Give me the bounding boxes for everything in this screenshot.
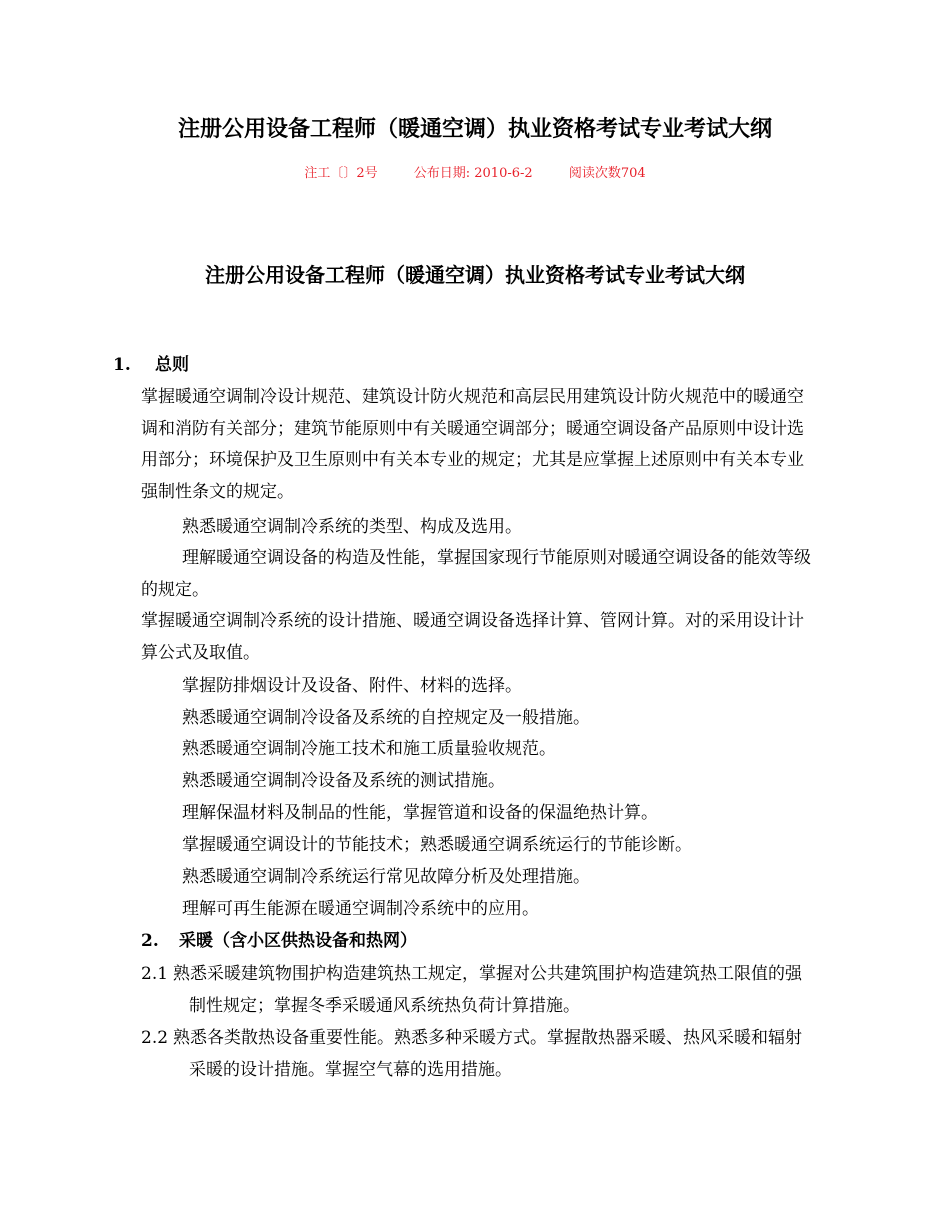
section-1-paragraph: 理解暖通空调设备的构造及性能，掌握国家现行节能原则对暖通空调设备的能效等级的规定。 xyxy=(141,548,811,600)
item-number: 2.2 xyxy=(141,1028,169,1048)
section-1-paragraph: 熟悉暖通空调制冷设备及系统的测试措施。 xyxy=(182,771,505,791)
section-1-paragraph: 理解保温材料及制品的性能，掌握管道和设备的保温绝热计算。 xyxy=(182,803,658,823)
item-number: 2.1 xyxy=(141,964,169,984)
section-1-title: 总则 xyxy=(155,355,189,375)
section-1-paragraph: 熟悉暖通空调制冷设备及系统的自控规定及一般措施。 xyxy=(182,708,590,728)
section-2-title: 采暖（含小区供热设备和热网） xyxy=(179,931,417,951)
item-text: 熟悉各类散热设备重要性能。熟悉多种采暖方式。掌握散热器采暖、热风采暖和辐射采暖的设计措施。掌握空气幕的选用措施。 xyxy=(173,1028,802,1080)
document-subtitle: 注册公用设备工程师（暖通空调）执业资格考试专业考试大纲 xyxy=(205,263,745,287)
publish-date: 公布日期: 2010-6-2 xyxy=(413,166,533,181)
section-1-paragraph: 熟悉暖通空调制冷系统运行常见故障分析及处理措施。 xyxy=(182,867,590,887)
section-2-number: 2. xyxy=(141,931,159,951)
section-2-heading xyxy=(141,926,417,957)
read-count: 阅读次数704 xyxy=(568,166,646,181)
section-1-number: 1. xyxy=(113,355,131,375)
section-1-paragraph: 掌握暖通空调制冷系统的设计措施、暖通空调设备选择计算、管网计算。对的采用设计计算公式及取值。 xyxy=(141,611,804,663)
section-1-paragraph: 理解可再生能源在暖通空调制冷系统中的应用。 xyxy=(182,899,539,919)
section-1-paragraph: 掌握暖通空调设计的节能技术；熟悉暖通空调系统运行的节能诊断。 xyxy=(182,835,692,855)
section-1-paragraph: 掌握暖通空调制冷设计规范、建筑设计防火规范和高层民用建筑设计防火规范中的暖通空调和消防有关部分；建筑节能原则中有关暖通空调部分；暖通空调设备产品原则中设计选用部分；环境保护及卫生原则中有关本专业的规定；尤其是应掌握上述原则中有关本专业强制性条文的规定。 xyxy=(141,387,804,502)
doc-number: 注工〔〕2号 xyxy=(304,166,378,181)
item-text: 熟悉采暖建筑物围护构造建筑热工规定，掌握对公共建筑围护构造建筑热工限值的强制性规定；掌握冬季采暖通风系统热负荷计算措施。 xyxy=(173,964,802,1016)
section-1-paragraph: 熟悉暖通空调制冷施工技术和施工质量验收规范。 xyxy=(182,739,556,759)
section-1-heading xyxy=(113,350,189,381)
section-1-paragraph: 掌握防排烟设计及设备、附件、材料的选择。 xyxy=(182,676,522,696)
section-2-item xyxy=(141,959,816,1022)
document-meta xyxy=(0,165,950,183)
section-2-item xyxy=(141,1023,816,1086)
section-1-paragraph: 熟悉暖通空调制冷系统的类型、构成及选用。 xyxy=(182,517,522,537)
page-title: 注册公用设备工程师（暖通空调）执业资格考试专业考试大纲 xyxy=(177,116,772,142)
